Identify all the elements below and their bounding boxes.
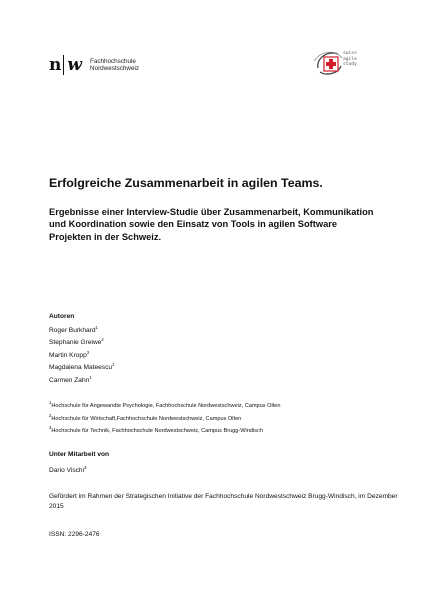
fhnw-mark-divider: [63, 55, 64, 75]
author-name: Stephanie Greiwe: [49, 339, 102, 347]
author-item: [49, 325, 114, 337]
fhnw-mark-w: w: [67, 55, 83, 75]
sas-line-3: study: [343, 62, 357, 68]
author-name: Roger Burkhard: [49, 327, 96, 334]
fhnw-name-line2: Nordwestschweiz: [90, 65, 140, 72]
affiliation-ref: 1: [49, 400, 52, 406]
fhnw-name-line1: Fachhochschule: [90, 57, 136, 65]
author-item: [49, 375, 114, 387]
author-list: [49, 325, 114, 387]
fhnw-mark: [49, 55, 82, 75]
author-item: [49, 337, 114, 349]
author-item: [49, 362, 114, 374]
author-ref: 1: [112, 362, 115, 368]
author-name: Magdalena Mateescu: [49, 364, 113, 372]
author-item: [49, 350, 114, 362]
affiliation-ref: 3: [49, 425, 52, 431]
contributor-name: Dario Vischi: [49, 467, 85, 474]
author-ref: 1: [95, 324, 98, 330]
author-name: Carmen Zahn: [49, 376, 90, 384]
affiliation-text: Hochschule für Technik, Fachhochschule Nordwestschweiz, Campus Brugg-Windisch: [51, 428, 263, 435]
fhnw-name: [90, 58, 139, 73]
contributor: [49, 464, 87, 474]
authors-heading: Autoren: [49, 313, 75, 320]
issn: ISSN: 2296-2476: [49, 531, 100, 538]
author-name: Martin Kropp: [49, 351, 87, 359]
affiliation-item: [49, 400, 281, 413]
affiliation-item: [49, 413, 281, 426]
author-ref: 3: [86, 349, 90, 355]
sas-line-2: agile: [343, 56, 357, 62]
affiliation-list: [49, 400, 281, 438]
fhnw-logo: [49, 54, 139, 76]
sas-line-1: swiss: [343, 51, 357, 56]
document-subtitle: Ergebnisse einer Interview-Studie über Zusammenarbeit, Kommunikation und Koordination sowie den Einsatz von Tools in agilen Software Projekten in der Schweiz.: [49, 207, 374, 242]
affiliation-text: Hochschule für Angewandte Psychologie, Fachhochschule Nordwestschweiz, Campus Olten: [51, 403, 281, 409]
contributor-heading: Unter Mitarbeit von: [49, 451, 110, 458]
affiliation-item: [49, 425, 281, 438]
fhnw-mark-n: n: [49, 55, 62, 75]
sas-wordmark: [343, 51, 357, 68]
author-ref: 1: [89, 374, 92, 380]
funding-note: Gefördert im Rahmen der Strategischen Initiative der Fachhochschule Nordwestschweiz Brugg-Windisch, im Dezember 2015: [49, 493, 398, 510]
contributor-ref: 3: [84, 464, 87, 470]
swiss-cross-icon: [324, 57, 338, 71]
document-title: Erfolgreiche Zusammenarbeit in agilen Teams.: [49, 176, 323, 190]
affiliation-text: Hochschule für Wirtschaft,Fachhochschule Nordwestschweiz, Campus Olten: [51, 415, 242, 422]
affiliation-ref: 2: [49, 412, 52, 418]
author-ref: 2: [101, 337, 104, 343]
